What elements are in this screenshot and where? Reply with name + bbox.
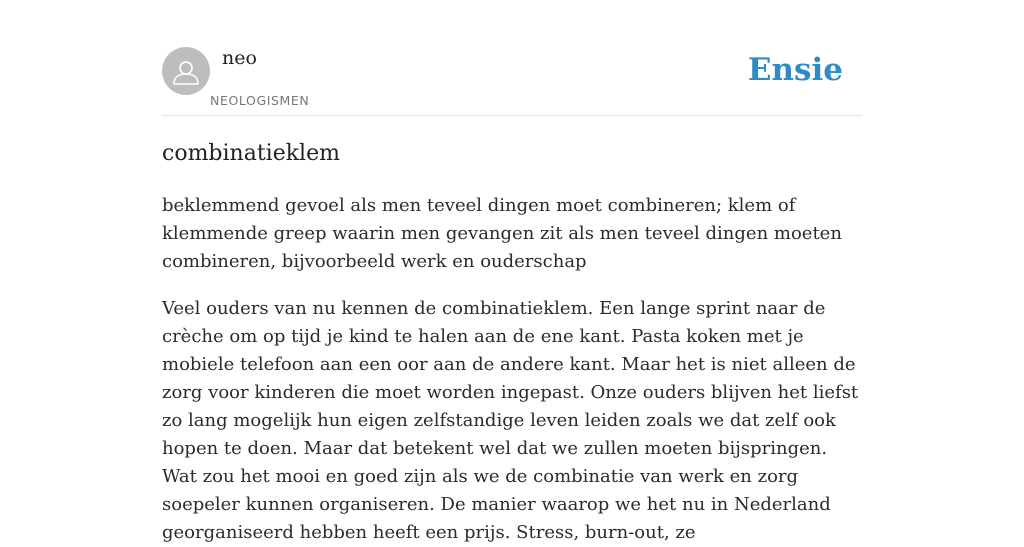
user-silhouette-icon [162, 47, 210, 95]
entry-header [162, 0, 862, 116]
category-link[interactable]: NEOLOGISMEN [210, 93, 310, 108]
entry-definition: beklemmend gevoel als men teveel dingen moet combineren; klem of klemmende greep waarin men gevangen zit als men teveel dingen moeten combineren, bijvoorbeeld werk en ouderschap [162, 195, 842, 272]
user-avatar[interactable] [162, 47, 210, 95]
username-link[interactable]: neo [222, 47, 257, 69]
ensie-logo[interactable]: Ensie [747, 52, 843, 88]
entry-term: combinatieklem [162, 141, 340, 166]
content-container [162, 0, 862, 543]
entry-example: Veel ouders van nu kennen de combinatieklem. Een lange sprint naar de crèche om op tijd je kind te halen aan de ene kant. Pasta koken met je mobiele telefoon aan een oor aan de andere kant. Maar het is niet alleen de zorg voor kinderen die moet worden ingepast. Onze ouders blijven het liefst zo lang mogelijk hun eigen zelfstandige leven leiden zoals we dat zelf ook hopen te doen. Maar dat betekent wel dat we zullen moeten bijspringen. Wat zou het mooi en goed zijn als we de combinatie van werk en zorg soepeler kunnen organiseren. De manier waarop we het nu in Nederland georganiseerd hebben heeft een prijs. Stress, burn-out, ze [162, 298, 859, 543]
